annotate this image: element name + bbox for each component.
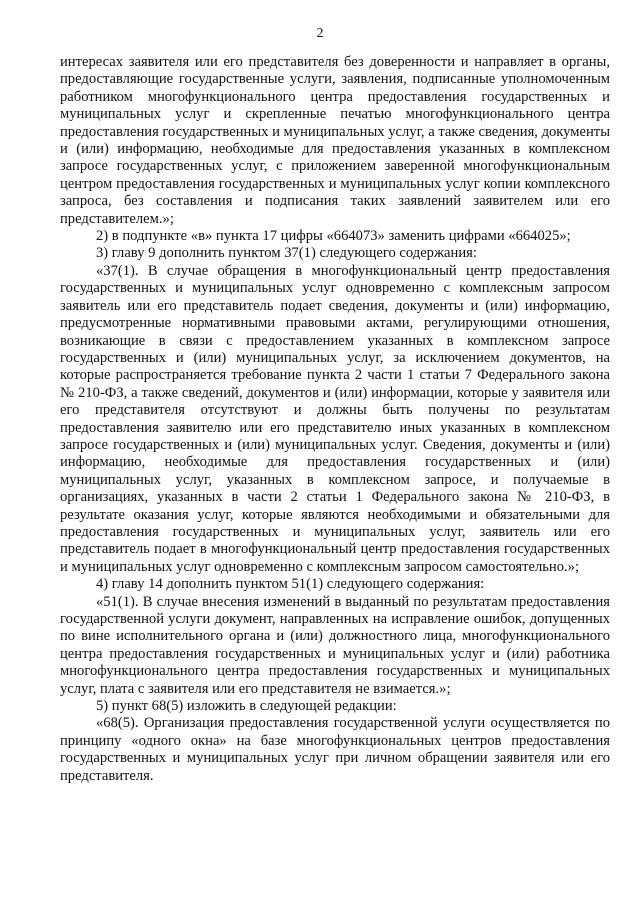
paragraph-continuation: интересах заявителя или его представителя без доверенности и направляет в органы, предоставляющие государственные услуги, заявления, подписанные уполномоченным работником многофункционального центра предоставления государственных и муниципальных услуг и скрепленные печатью многофункционального центра предоставления государственных и муниципальных услуг, а также сведения, документы и (или) информацию, необходимые для предоставления указанных в комплексном запросе государственных услуг, с приложением заверенной многофункциональным центром предоставления государственных и муниципальных услуг копии комплексного запроса, без составления и подписания таких заявлений заявителем или его представителем.»; [60,54,610,227]
paragraph-clause-68-5: «68(5). Организация предоставления государственной услуги осуществляется по принципу «одного окна» на базе многофункциональных центров предоставления государственных и муниципальных услуг при личном обращении заявителя или его представителя. [60,715,610,784]
paragraph-item-5: 5) пункт 68(5) изложить в следующей редакции: [96,698,397,715]
paragraph-item-2: 2) в подпункте «в» пункта 17 цифры «664073» заменить цифрами «664025»; [96,228,571,245]
paragraph-clause-51-1: «51(1). В случае внесения изменений в выданный по результатам предоставления государственной услуги документ, направленных на исправление ошибок, допущенных по вине исполнительного органа и (или) должностного лица, многофункционального центра предоставления государственных и муниципальных услуг и (или) работника многофункционального центра предоставления государственных и муниципальных услуг, плата с заявителя или его представителя не взимается.»; [60,593,610,697]
paragraph-item-3: 3) главу 9 дополнить пунктом 37(1) следующего содержания: [96,245,477,262]
page-number: 2 [316,26,324,41]
paragraph-item-4: 4) главу 14 дополнить пунктом 51(1) следующего содержания: [96,576,485,593]
paragraph-clause-37-1: «37(1). В случае обращения в многофункциональный центр предоставления государственных и муниципальных услуг одновременно с комплексным запросом заявитель или его представитель подает сведения, документы и (или) информацию, предусмотренные нормативными правовыми актами, регулирующими отношения, возникающие в связи с предоставлением указанных в комплексном запросе государственных и (или) муниципальных услуг, за исключением документов, на которые распространяется требование пункта 2 части 1 статьи 7 Федерального закона № 210-ФЗ, а также сведений, документов и (или) информации, которые у заявителя или его представителя отсутствуют и должны быть получены по результатам предоставления заявителю или его представителю иных указанных в комплексном запросе государственных и (или) муниципальных услуг. Сведения, документы и (или) информацию, необходимые для предоставления государственных и (или) муниципальных услуг, указанных в комплексном запросе, и получаемые в организациях, указанных в части 2 статьи 1 Федерального закона № 210-ФЗ, в результате оказания услуг, которые являются необходимыми и обязательными для предоставления государственных и муниципальных услуг, заявитель или его представитель подает в многофункциональный центр предоставления государственных и муниципальных услуг одновременно с комплексным запросом самостоятельно.»; [60,262,610,575]
document-body [60,54,610,785]
